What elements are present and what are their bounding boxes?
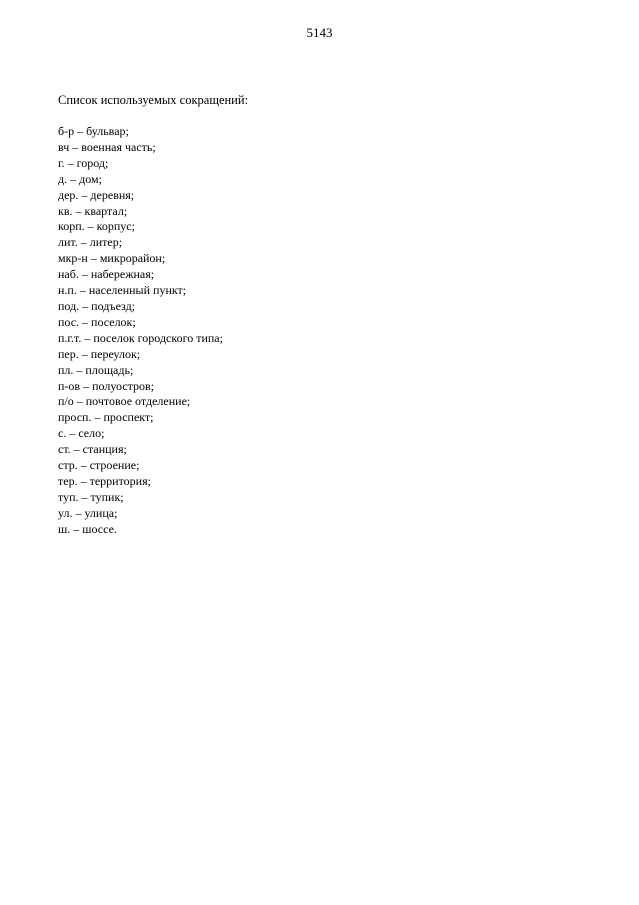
list-item: просп. – проспект; — [58, 410, 154, 425]
list-item: дер. – деревня; — [58, 187, 135, 202]
list-item: стр. – строение; — [58, 458, 140, 473]
list-item: туп. – тупик; — [58, 489, 124, 504]
list-item: ш. – шоссе. — [58, 521, 117, 536]
list-item: ст. – станция; — [58, 442, 127, 457]
list-item: с. – село; — [58, 426, 105, 441]
list-item: под. – подъезд; — [58, 298, 136, 313]
list-item: мкр-н – микрорайон; — [58, 251, 166, 266]
list-item: пос. – поселок; — [58, 314, 136, 329]
list-item: б-р – бульвар; — [58, 124, 129, 138]
list-item: г. – город; — [58, 155, 109, 170]
document-body — [58, 92, 598, 538]
list-item: ул. – улица; — [58, 505, 118, 520]
list-item: пл. – площадь; — [58, 362, 134, 377]
list-item: лит. – литер; — [58, 235, 123, 250]
list-item: п/о – почтовое отделение; — [58, 394, 191, 409]
list-item: п-ов – полуостров; — [58, 378, 155, 393]
abbreviations-list — [58, 124, 598, 538]
list-item: д. – дом; — [58, 171, 102, 186]
list-item: корп. – корпус; — [58, 219, 135, 234]
list-item: наб. – набережная; — [58, 267, 155, 282]
list-item: н.п. – населенный пункт; — [58, 283, 187, 298]
list-item: вч – военная часть; — [58, 139, 156, 154]
list-item: тер. – территория; — [58, 473, 151, 488]
page-number: 5143 — [306, 25, 333, 40]
list-item: пер. – переулок; — [58, 346, 141, 361]
list-item: п.г.т. – поселок городского типа; — [58, 330, 223, 345]
abbreviations-heading: Список используемых сокращений: — [58, 93, 249, 107]
list-item: кв. – квартал; — [58, 203, 128, 218]
